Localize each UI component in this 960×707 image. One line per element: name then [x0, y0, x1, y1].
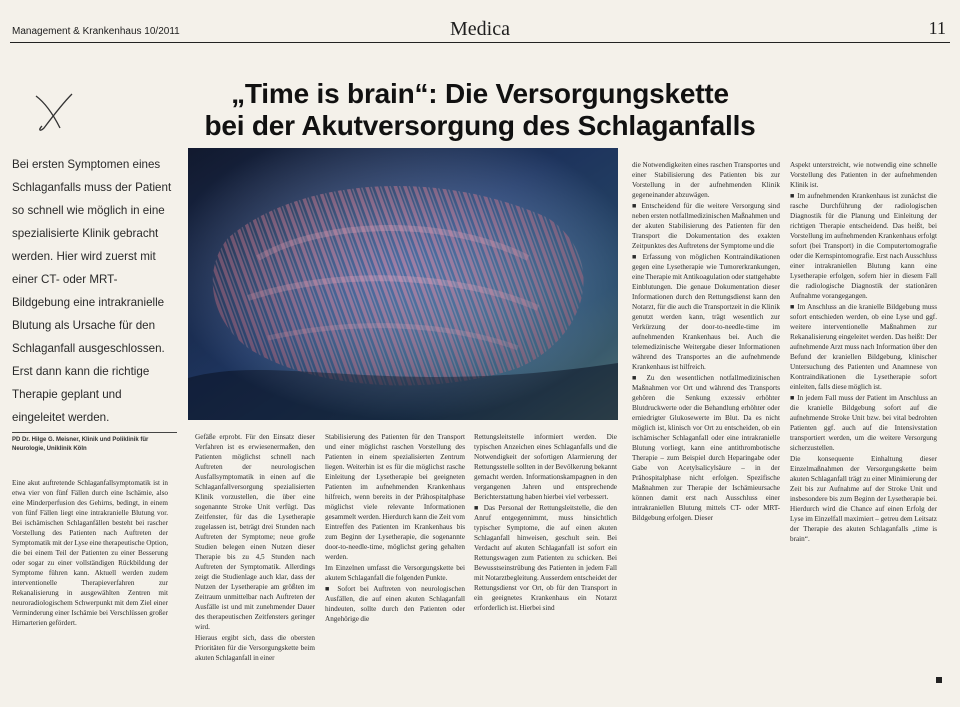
handwritten-check-mark — [30, 88, 78, 136]
paragraph: die Notwendigkeiten eines raschen Transportes und einer Stabilisierung des Patienten bis zur Vorstellung in der aufnehmenden Klinik gegeneinander abzuwägen. — [632, 161, 780, 199]
paragraph: ■ Entscheidend für die weitere Versorgung sind neben ersten notfallmedizinischen Maßnahmen und der akuten Stabilisierung des Patienten für den Transport die Dokumentation des exakten Zeitpunktes des Auftretens der Symptome und die — [632, 202, 780, 250]
article-teaser: Bei ersten Symptomen eines Schlaganfalls muss der Patient so schnell wie möglich in eine spezialisierte Klinik gebracht werden. Hier wird zuerst mit einer CT- oder MRT-Bildgebung eine intrakranielle Blutung als Ursache für den Schlaganfall ausgeschlossen. Erst dann kann die richtige Therapie geplant und eingeleitet werden. — [12, 158, 172, 424]
paragraph: Eine akut auftretende Schlaganfallsymptomatik ist in etwa vier von fünf Fällen durch eine Ischämie, also eine Minderperfusion des Gehirns, bedingt, in einem von fünf Fällen liegt eine intrakranielle Blutung vor. Bei ischämischen Schlaganfällen besteht bei rascher Vorstellung des Patienten nach Auftreten der Symptomatik mit der Lyse eine therapeutische Option, die bei einem Teil der Patienten zu einer Besserung oder sogar zu einer vollständigen Rückbildung der Symptome führen kann. Aktuell werden zudem interventionelle Therapieverfahren zur Rekanalisierung in ausgewählten Zentren mit neuroradiologischem Schwerpunkt mit dem Ziel einer Verminderung einer Ischämie bei Verschlüssen großer Hirnarterien gefördert. — [12, 479, 168, 627]
page-header — [12, 20, 948, 42]
body-column-2 — [195, 432, 315, 702]
title-line-1: „Time is brain“: Die Versorgungskette — [231, 78, 729, 109]
paragraph: Stabilisierung des Patienten für den Transport und einer möglichst raschen Vorstellung des Patienten in einem spezialisierten Zentrum liegen. Weiterhin ist es für die möglichst rasche Einleitung der Lysetherapie bei geeigneten Patienten im aufnehmenden Krankenhaus hilfreich, wenn bereits in der Prähospitalphase möglichst viele relevante Informationen gesammelt werden. Hierdurch kann die Zeit vom Eintreffen des Patienten im Krankenhaus bis zum Beginn der Lysetherapie, die sogenannte door-to-needle-time, möglichst gering gehalten werden. — [325, 433, 465, 561]
brain-scan-photo — [188, 148, 618, 420]
body-column-5 — [632, 160, 780, 700]
paragraph: Gefäße erprobt. Für den Einsatz dieser Verfahren ist es erwiesenermaßen, den Patienten möglichst schnell nach Auftreten der neurologischen Ausfallsymptomatik in einen auf die Schlaganfallversorgung spezialisierten Klinik vorzustellen, die über eine sogenannte Stroke Unit verfügt. Das Zeitfenster, für das die Lysetherapie zugelassen ist, beträgt drei Stunden nach Auftreten der Symptome; neue große Studien belegen einen Nutzen dieser Therapie bis zu 4,5 Stunden nach Auftreten der Symptomatik. Allerdings zeigt die Studienlage auch klar, dass der Nutzen der Lysetherapie am größten im Zeitraum unmittelbar nach Auftreten der Ausfälle ist und mit zunehmender Dauer des therapeutischen Zeitfensters geringer wird. — [195, 433, 315, 631]
paragraph: ■ Im Anschluss an die kranielle Bildgebung muss sofort entschieden werden, ob eine Lyse und ggf. weitere interventionelle Maßnahmen zur Rekanalisierung eingeleitet werden. Das heißt: Der aufnehmende Arzt muss nach Information über den Befund der kraniellen Bildgebung, klinischer Untersuchung des Patienten und Anamnese von Kontraindikationen die Lysetherapie sofort einleiten, falls diese möglich ist. — [790, 303, 937, 391]
body-column-4 — [474, 432, 617, 702]
paragraph: Die konsequente Einhaltung dieser Einzelmaßnahmen der Versorgungskette beim akuten Schlaganfall trägt zu einer Minimierung der Zeit bis zur Aufnahme auf der Stroke Unit und insbesondere bis zum Beginn der Lysetherapie bei. Hierdurch wird die Chance auf einen Erfolg der Lyse im Einzelfall maximiert – getreu dem Leitsatz der Therapie des akuten Schlaganfalls „time is brain“. — [790, 455, 937, 543]
paragraph: ■ Zu den wesentlichen notfallmedizinischen Maßnahmen vor Ort und während des Transports gehören die Senkung exzessiv erhöhter Blutdruckwerte oder die Behandlung erhöhter oder erniedrigter Glukosewerte im Blut. Da es nicht möglich ist, klinisch vor Ort zu entscheiden, ob ein ischämischer Schlaganfall oder eine intrakranielle Blutung vorliegt, kann eine antithrombotische Therapie – zum Beispiel durch Heparingabe oder Gabe von Acetylsalicylsäure – in der Prähospitalphase nicht erfolgen. Spezifische Maßnahmen zur Therapie der Ischämieursache können damit erst nach Ausschluss einer intrakraniellen Blutung mittels CT- oder MRT-Bildgebung erfolgen. Dieser — [632, 374, 780, 522]
body-column-1 — [12, 478, 168, 700]
paragraph: ■ Sofort bei Auftreten von neurologischen Ausfällen, die auf einen akuten Schlaganfall hindeuten, sollte durch den Patienten oder Angehörige die — [325, 585, 465, 623]
body-column-6 — [790, 160, 937, 700]
page-number: 11 — [928, 18, 946, 38]
title-line-2: bei der Akutversorgung des Schlaganfalls — [204, 110, 756, 141]
author-credit: PD Dr. Hilge G. Meisner, Klinik und Poliklinik für Neurologie, Uniklinik Köln — [12, 432, 177, 454]
paragraph: ■ Das Personal der Rettungsleitstelle, die den Anruf entgegennimmt, muss hinsichtlich typischer Symptome, die auf einen akuten Schlaganfall hinweisen, geschult sein. Bei Verdacht auf akuten Schlaganfall ist sofort ein Rettungswagen zum Patienten zu schicken. Bei Bewusstseinstrübung des Patienten in jedem Fall mit Notarztbegleitung. Ausserdem entscheidet der Rettungsdienst vor Ort, ob für den Transport in ein geeignetes Krankenhaus ein Notarzt erforderlich ist. Hierbei sind — [474, 504, 617, 612]
paragraph: ■ Erfassung von möglichen Kontraindikationen gegen eine Lysetherapie wie Tumorerkrankungen, eine Therapie mit Antikoagulation oder stattgehabte Einblutungen. Die genaue Dokumentation dieser Informationen durch den Rettungsdienst kann den Notarzt, für die auch die Transportzeit in die Klinik genutzt werden kann, trägt wesentlich zur Verkürzung der door-to-needle-time im aufnehmenden Krankenhaus bei. Auch die telemedizinische Weitergabe dieser Informationen während des Transportes an die aufnehmende Krankenhaus ist hilfreich. — [632, 253, 780, 371]
article-end-mark — [936, 677, 942, 683]
paragraph: ■ Im aufnehmenden Krankenhaus ist zunächst die rasche Durchführung der radiologischen Diagnostik für die Planung und Einleitung der richtigen Therapie entscheidend. Das heißt, bei Vorstellung im aufnehmenden Krankenhaus erfolgt sofort (bei Transport) in die Computertomografie oder die Kernspintomografie. Erst nach Ausschluss einer intrakraniellen Blutung kann eine Lysetherapie erfolgen, sofern hier in diesem Fall die radiologische Diagnostik der stationären Aufnahme vorangegangen. — [790, 192, 937, 300]
paragraph: Im Einzelnen umfasst die Versorgungskette bei akutem Schlaganfall die folgenden Punkte. — [325, 564, 465, 582]
body-column-3 — [325, 432, 465, 702]
paragraph: Hieraus ergibt sich, dass die obersten Prioritäten für die Versorgungskette beim akuten Schlaganfall in einer — [195, 634, 315, 662]
paragraph: ■ In jedem Fall muss der Patient im Anschluss an die kranielle Bildgebung sofort auf die aufnehmende Stroke Unit bzw. bei vital bedrohten Patienten ggf. auch auf die Intensivstation transportiert werden, um die weitere Versorgung sicherzustellen. — [790, 394, 937, 452]
publication-info: Management & Krankenhaus 10/2011 — [12, 26, 180, 37]
paragraph: Rettungsleitstelle informiert werden. Die typischen Anzeichen eines Schlaganfalls und die Notwendigkeit der sofortigen Alarmierung der Rettungsstelle sollten in der Bevölkerung bekannt gemacht werden. Informationskampagnen in den vergangenen Jahren und entsprechende Berichterstattung haben hierbei viel verbessert. — [474, 433, 617, 501]
header-rule — [10, 42, 950, 43]
paragraph: Aspekt unterstreicht, wie notwendig eine schnelle Vorstellung des Patienten in der aufnehmenden Klinik ist. — [790, 161, 937, 189]
article-title — [190, 78, 770, 142]
section-title: Medica — [450, 18, 510, 40]
